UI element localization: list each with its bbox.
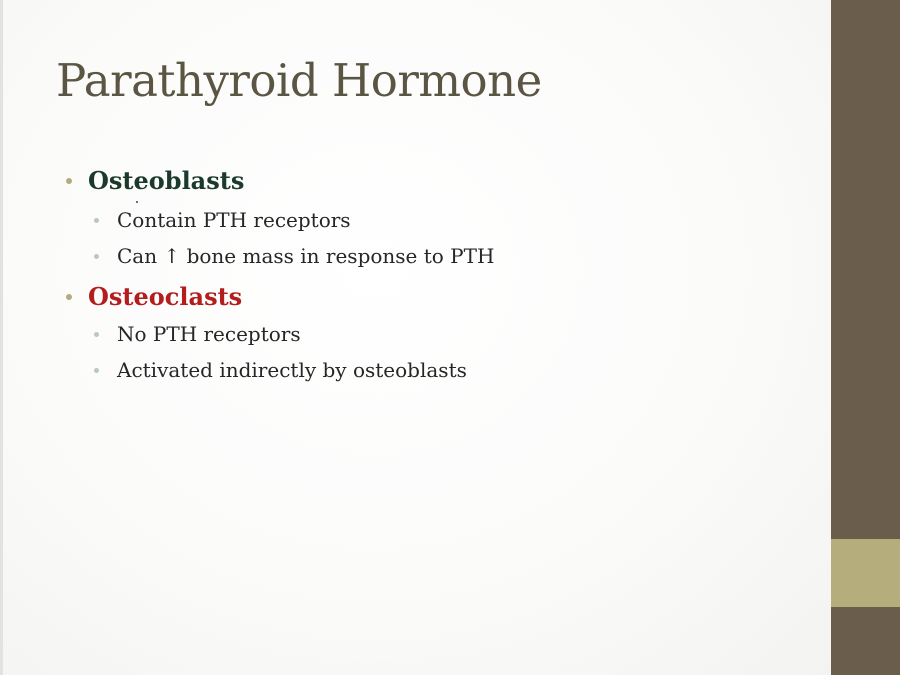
sub-bullet: [94, 322, 301, 346]
sidebar-accent-block: [831, 539, 900, 607]
sub-bullet-dot: [94, 218, 99, 223]
stray-speck: [136, 201, 138, 203]
sub-bullet-dot: [94, 368, 99, 373]
sub-bullet-text: Contain PTH receptors: [117, 208, 351, 232]
sub-bullet-text: Activated indirectly by osteoblasts: [117, 358, 467, 382]
bullet-osteoclasts: [66, 282, 242, 311]
sub-bullet-text: Can ↑ bone mass in response to PTH: [117, 244, 495, 268]
decorative-sidebar: [831, 0, 900, 675]
slide-title: Parathyroid Hormone: [56, 54, 542, 107]
sub-bullet: [94, 208, 351, 232]
heading-osteoblasts: Osteoblasts: [88, 166, 245, 195]
sub-bullet: [94, 358, 467, 382]
bullet-osteoblasts: [66, 166, 244, 195]
bullet-dot: [66, 294, 72, 300]
bullet-dot: [66, 178, 72, 184]
sub-bullet: [94, 244, 494, 268]
sub-bullet-dot: [94, 254, 99, 259]
sub-bullet-dot: [94, 332, 99, 337]
sub-bullet-text: No PTH receptors: [117, 322, 301, 346]
heading-osteoclasts: Osteoclasts: [88, 282, 243, 311]
